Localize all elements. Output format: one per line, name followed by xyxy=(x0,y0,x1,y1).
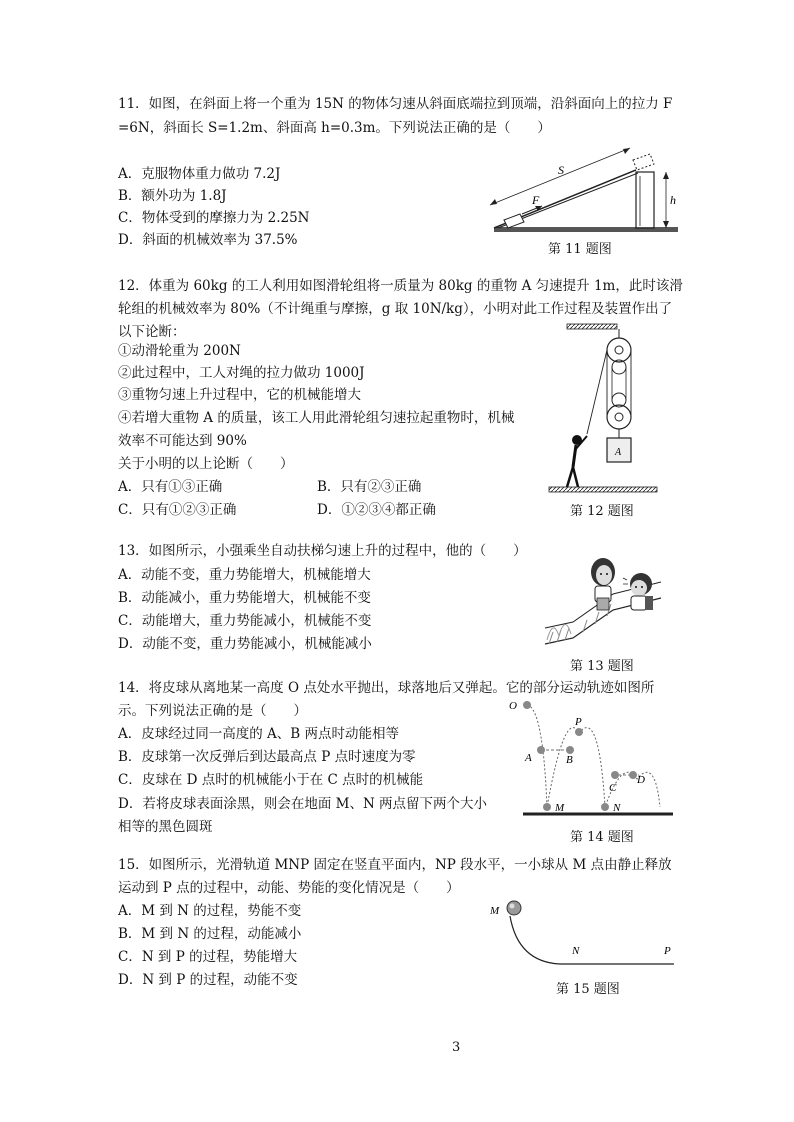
q14-label-p: P xyxy=(575,716,582,728)
q13-escalator-figure xyxy=(543,548,663,648)
q13-stem: 13．如图所示，小强乘坐自动扶梯匀速上升的过程中，他的（ ） xyxy=(118,543,527,559)
q11-caption: 第 11 题图 xyxy=(548,242,612,257)
q14-label-a: A xyxy=(525,752,532,764)
q14-option-d-cont: 相等的黑色圆斑 xyxy=(118,819,213,835)
q12-claim-1: ①动滑轮重为 200N xyxy=(118,343,241,359)
q11-label-h: h xyxy=(670,193,676,207)
q15-label-m: M xyxy=(490,905,500,917)
q12-option-d: D．①②③④都正确 xyxy=(317,502,436,518)
q11-incline-figure xyxy=(480,140,680,235)
q15-option-c: C．N 到 P 的过程，势能增大 xyxy=(118,949,298,965)
q12-label-a: A xyxy=(615,447,622,458)
q14-label-n: N xyxy=(613,802,621,814)
q14-caption: 第 14 题图 xyxy=(570,830,634,845)
q14-label-b: B xyxy=(566,754,573,766)
q14-stem-line-1: 14．将皮球从离地某一高度 O 点处水平抛出，球落地后又弹起。它的部分运动轨迹如图所 xyxy=(118,680,655,696)
q11-option-d: D．斜面的机械效率为 37.5% xyxy=(118,232,298,248)
q12-pulley-figure xyxy=(545,322,660,494)
q15-stem-line-1: 15．如图所示，光滑轨道 MNP 固定在竖直平面内，NP 段水平，一小球从 M 点由静止释放 xyxy=(118,857,672,873)
q11-label-s: S xyxy=(558,163,564,177)
q12-option-c: C．只有①②③正确 xyxy=(118,502,237,518)
q14-label-o: O xyxy=(509,700,517,712)
q12-claim-4: ④若增大重物 A 的质量，该工人用此滑轮组匀速拉起重物时，机械 xyxy=(118,410,515,426)
q12-stem-line-3: 以下论断： xyxy=(118,324,186,340)
q14-label-d: D xyxy=(637,774,645,786)
q15-label-p: P xyxy=(664,945,671,957)
q13-option-d: D．动能不变，重力势能减小，机械能减小 xyxy=(118,636,372,652)
page-number: 3 xyxy=(452,1040,461,1055)
q14-label-m: M xyxy=(555,802,565,814)
q12-caption: 第 12 题图 xyxy=(570,504,634,519)
q12-claim-4-cont: 效率不可能达到 90% xyxy=(118,433,247,449)
q13-option-b: B．动能减小，重力势能增大，机械能不变 xyxy=(118,590,371,606)
q15-label-n: N xyxy=(572,945,580,957)
q14-option-d: D．若将皮球表面涂黑，则会在地面 M、N 两点留下两个大小 xyxy=(118,796,488,812)
q12-stem-line-1: 12．体重为 60kg 的工人利用如图滑轮组将一质量为 80kg 的重物 A 匀速提升 1m，此时该滑 xyxy=(118,278,683,294)
q15-track-figure xyxy=(488,896,678,968)
q12-option-b: B．只有②③正确 xyxy=(317,479,422,495)
q14-label-c: C xyxy=(609,782,617,794)
q13-option-c: C．动能增大，重力势能减小，机械能不变 xyxy=(118,613,372,629)
q15-caption: 第 15 题图 xyxy=(556,982,620,997)
q14-stem-line-2: 示。下列说法正确的是（ ） xyxy=(118,703,307,719)
q13-option-a: A．动能不变，重力势能增大，机械能增大 xyxy=(118,567,371,583)
q15-stem-line-2: 运动到 P 点的过程中，动能、势能的变化情况是（ ） xyxy=(118,880,460,896)
q15-option-d: D．N 到 P 的过程，动能不变 xyxy=(118,972,298,988)
q14-bounce-figure xyxy=(505,697,675,821)
q11-option-c: C．物体受到的摩擦力为 2.25N xyxy=(118,210,310,226)
q12-claim-2: ②此过程中，工人对绳的拉力做功 1000J xyxy=(118,365,365,381)
q15-option-b: B．M 到 N 的过程，动能减小 xyxy=(118,926,302,942)
q12-stem-line-2: 轮组的机械效率为 80%（不计绳重与摩擦，g 取 10N/kg），小明对此工作过程及装置作出了 xyxy=(118,301,673,317)
q11-stem-line-1: 11．如图，在斜面上将一个重为 15N 的物体匀速从斜面底端拉到顶端，沿斜面向上的拉力 F xyxy=(118,96,673,112)
q14-option-b: B．皮球第一次反弹后到达最高点 P 点时速度为零 xyxy=(118,749,416,765)
q15-option-a: A．M 到 N 的过程，势能不变 xyxy=(118,903,302,919)
q13-caption: 第 13 题图 xyxy=(570,659,634,674)
q12-option-a: A．只有①③正确 xyxy=(118,479,223,495)
q11-option-b: B．额外功为 1.8J xyxy=(118,188,227,204)
q12-claim-3: ③重物匀速上升过程中，它的机械能增大 xyxy=(118,387,361,403)
q11-option-a: A．克服物体重力做功 7.2J xyxy=(118,166,281,182)
q11-label-f: F xyxy=(532,193,540,207)
q14-option-c: C．皮球在 D 点时的机械能小于在 C 点时的机械能 xyxy=(118,772,424,788)
q12-ask: 关于小明的以上论断（ ） xyxy=(118,456,294,472)
q14-option-a: A．皮球经过同一高度的 A、B 两点时动能相等 xyxy=(118,726,400,742)
q11-stem-line-2: =6N，斜面长 S=1.2m、斜面高 h=0.3m。下列说法正确的是（ ） xyxy=(118,120,551,136)
